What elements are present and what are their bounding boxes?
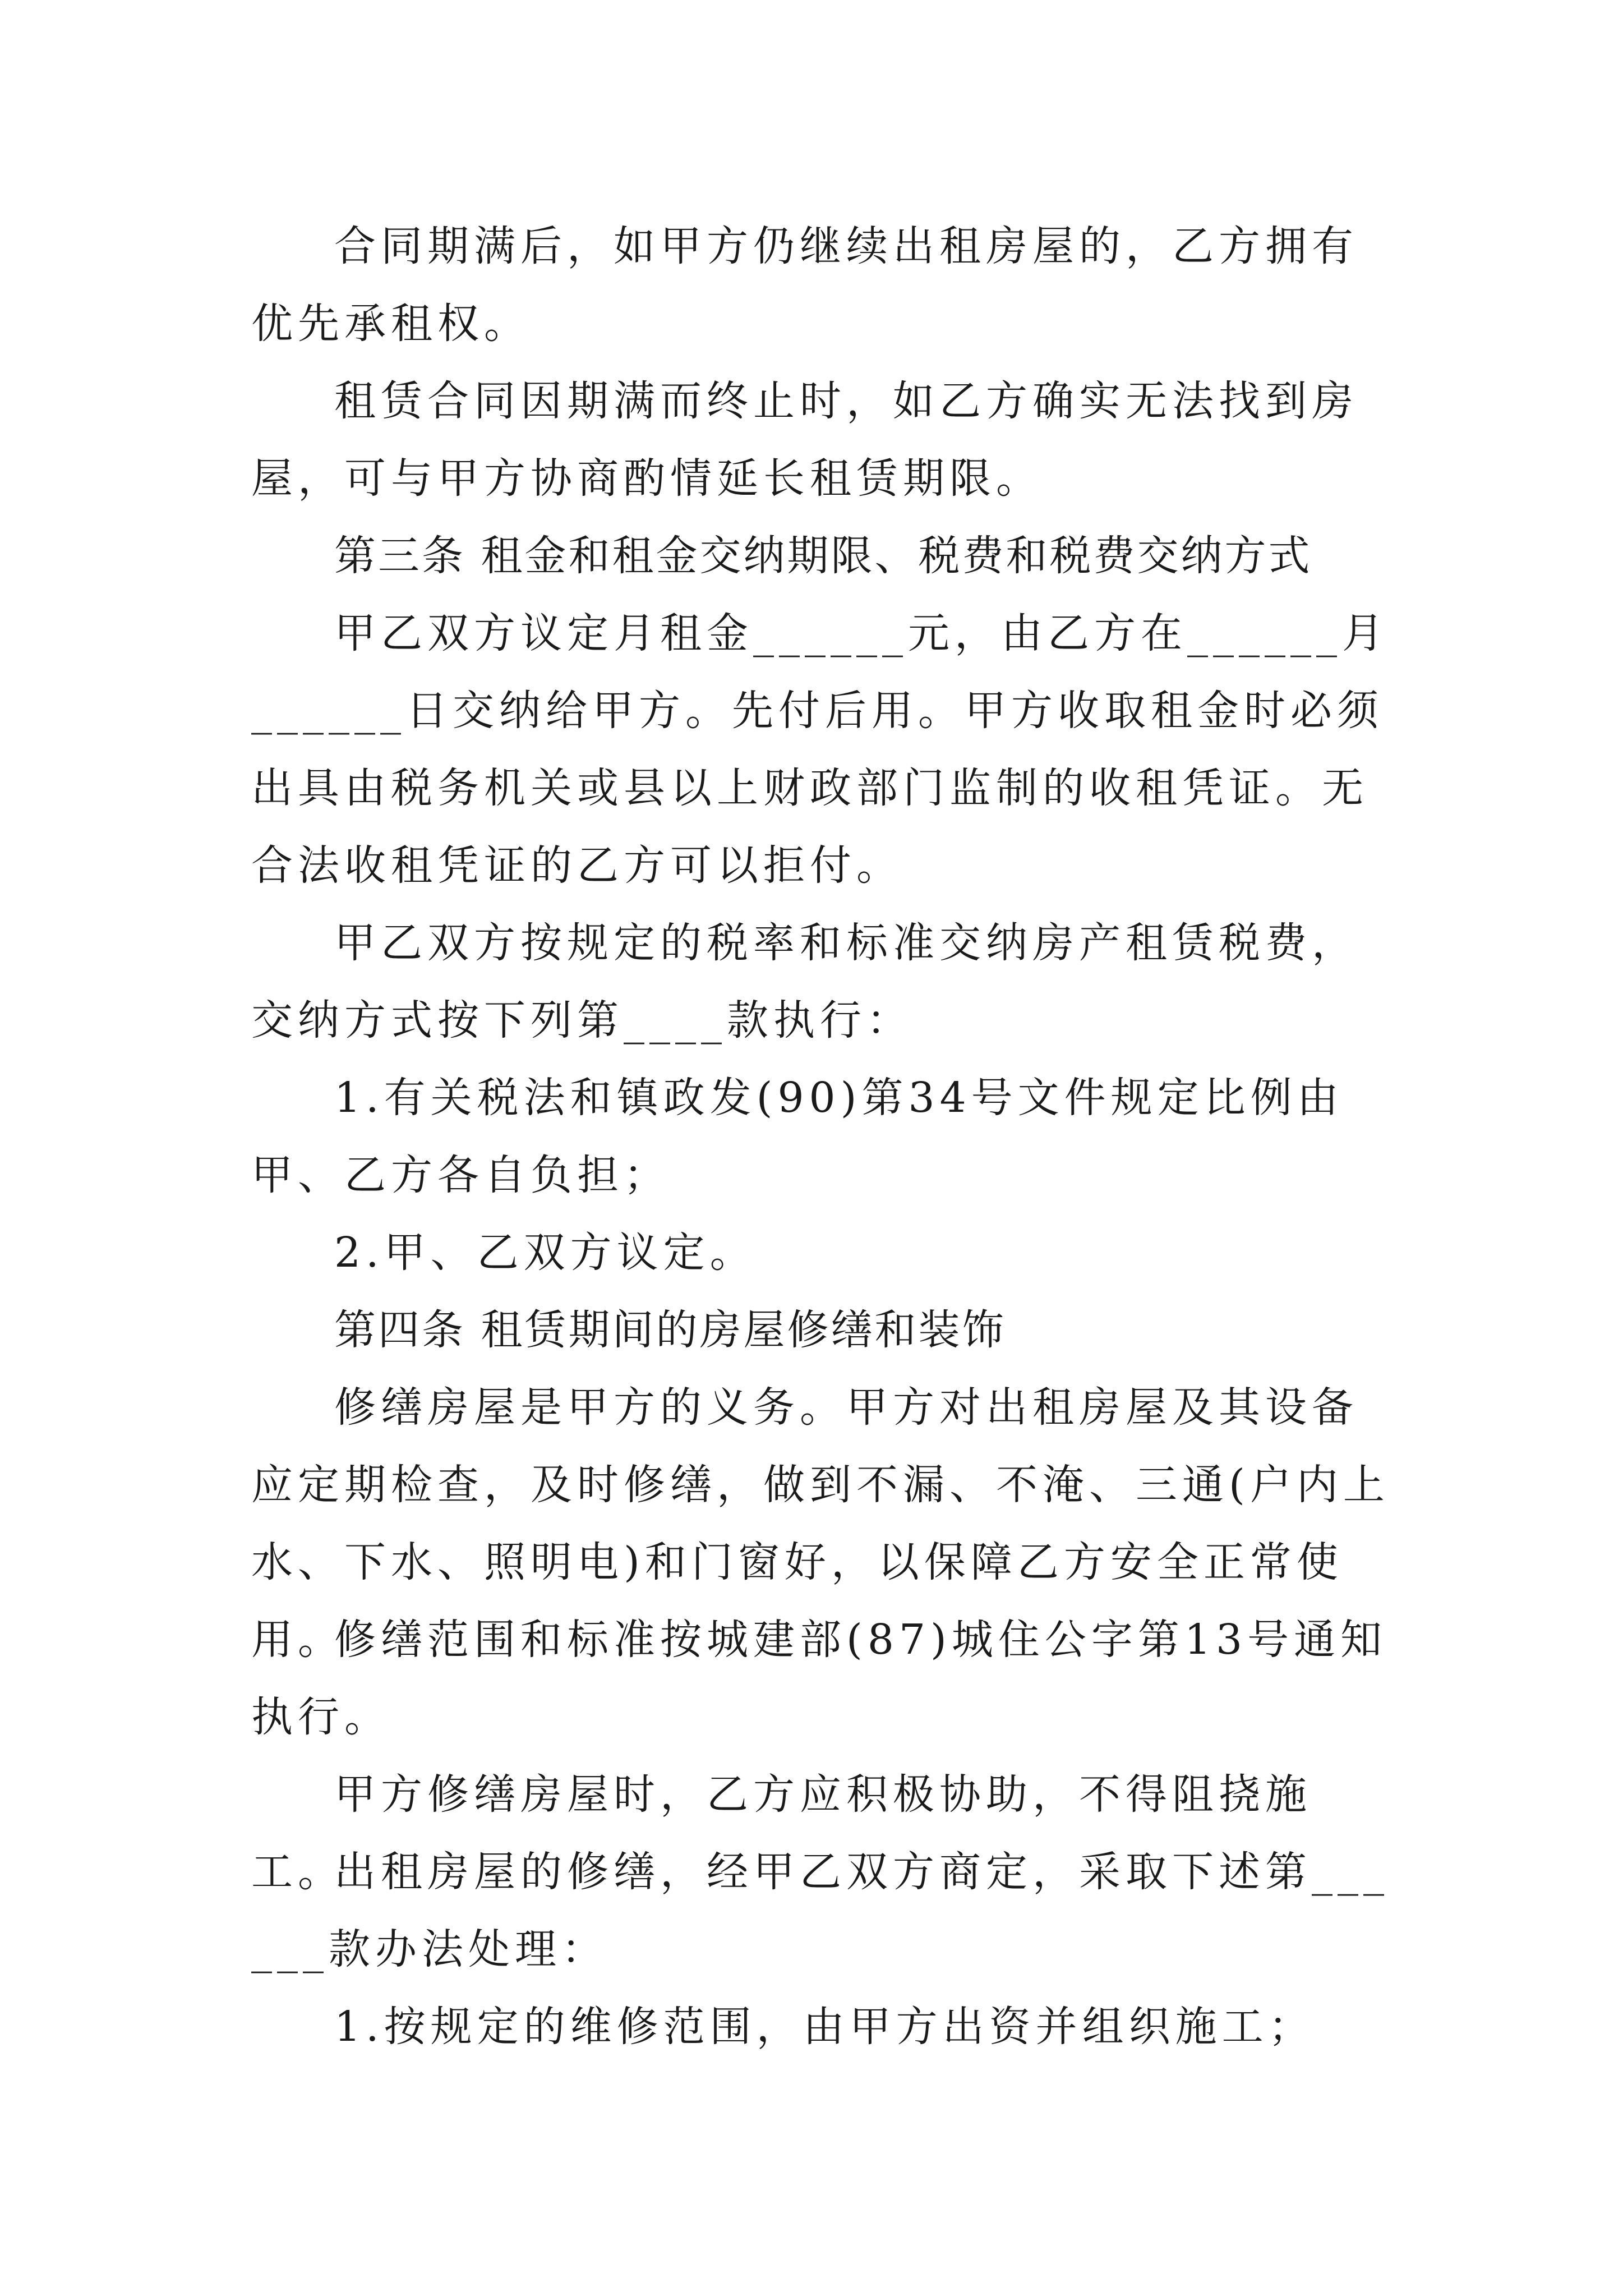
paragraph-repair-duty: 修缮房屋是甲方的义务。甲方对出租房屋及其设备应定期检查，及时修缮，做到不漏、不淹、三通(户内上水、下水、照明电)和门窗好，以保障乙方安全正常使用。	[251, 1383, 1390, 1664]
paragraph-repair-cooperation: 甲方修缮房屋时，乙方应积极协助，不得阻挠施工。	[251, 1770, 1312, 1896]
list-item-tax-option-1: 1.有关税法和镇政发(90)第34号文件规定比例由甲、乙方各自负担；	[251, 1074, 1344, 1199]
paragraph-monthly-rent: 甲乙双方议定月租金______元，由乙方在______月______日交纳给甲方。先付后用。甲方收取租金时必须出具由税务机关或县以上财政部门监制的收租凭证。无合法收租凭证的乙方可以拒付。	[251, 609, 1389, 890]
paragraph-tax-payment: 甲乙双方按规定的税率和标准交纳房产租赁税费，交纳方式按下列第____款执行：	[251, 919, 1358, 1045]
list-item-repair-option-1: 1.按规定的维修范围，由甲方出资并组织施工；	[334, 2003, 1315, 2051]
paragraph-repair-method: 出租房屋的修缮，经甲乙双方商定，采取下述第______款办法处理：	[251, 1848, 1389, 1973]
paragraph-repair-scope: 修缮范围和标准按城建部(87)城住公字第13号通知执行。	[251, 1616, 1387, 1741]
article-4-heading: 第四条 租赁期间的房屋修缮和装饰	[334, 1306, 1006, 1354]
paragraph-extension: 租赁合同因期满而终止时，如乙方确实无法找到房屋，可与甲方协商酌情延长租赁期限。	[251, 377, 1358, 503]
list-item-tax-option-2: 2.甲、乙双方议定。	[334, 1228, 757, 1277]
paragraph-renewal-priority: 合同期满后，如甲方仍继续出租房屋的，乙方拥有优先承租权。	[251, 222, 1358, 348]
article-3-heading: 第三条 租金和租金交纳期限、税费和税费交纳方式	[334, 532, 1312, 580]
